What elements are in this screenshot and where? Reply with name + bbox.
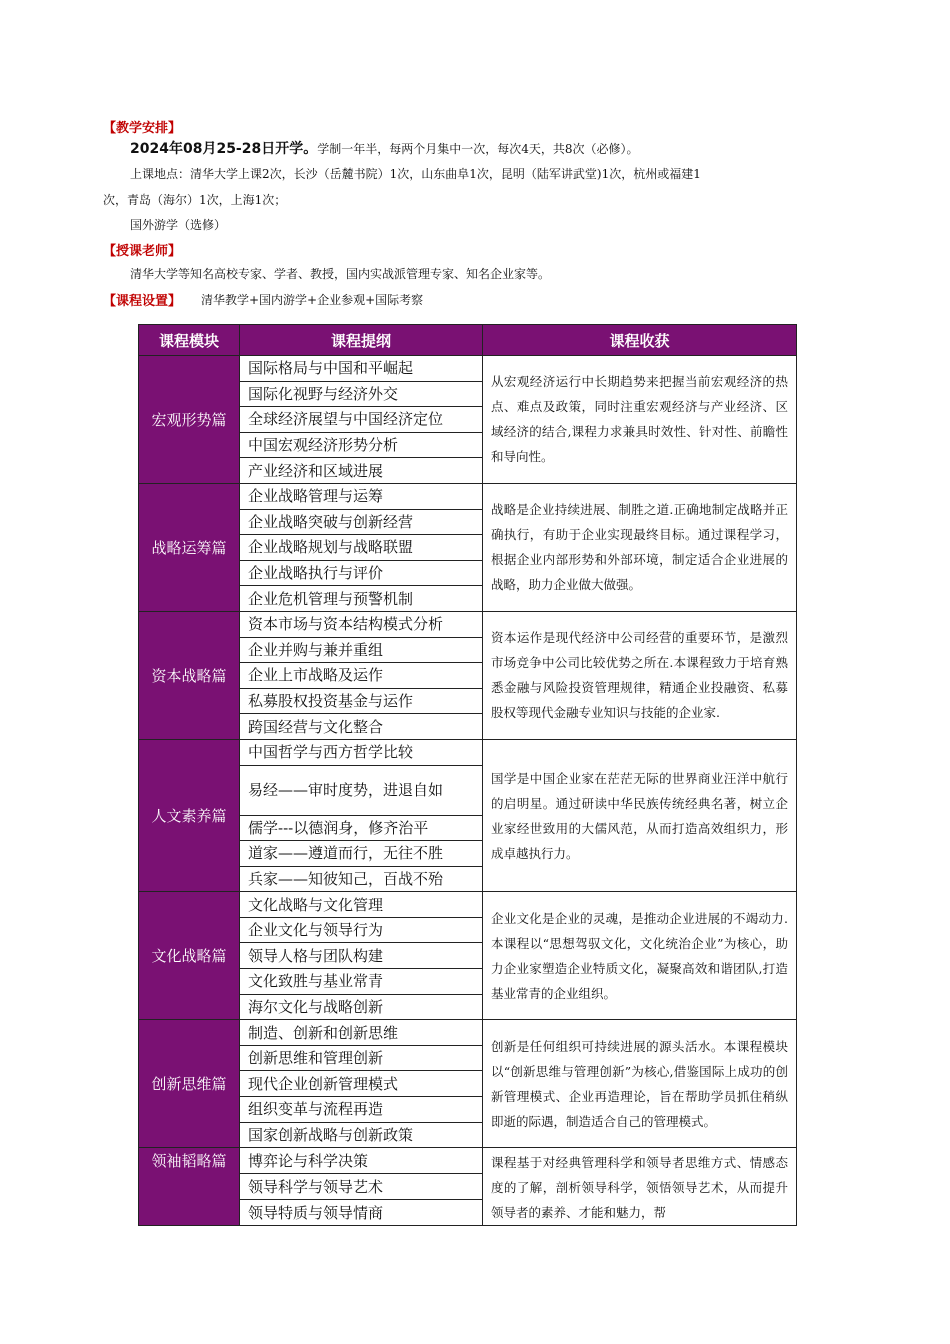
outline-item: 产业经济和区域进展 [240, 458, 483, 484]
outline-item: 企业战略突破与创新经营 [240, 509, 483, 535]
module-name: 文化战略篇 [139, 892, 240, 1020]
module-gain: 课程基于对经典管理科学和领导者思维方式、情感态度的了解，剖析领导科学，领悟领导艺术，从而提升领导者的素养、才能和魅力，帮 [483, 1148, 797, 1226]
table-row [139, 611, 797, 637]
outline-item: 易经——审时度势，进退自如 [240, 765, 483, 815]
outline-item: 海尔文化与战略创新 [240, 994, 483, 1020]
outline-item: 企业战略规划与战略联盟 [240, 535, 483, 561]
outline-item: 私募股权投资基金与运作 [240, 688, 483, 714]
module-gain: 国学是中国企业家在茫茫无际的世界商业汪洋中航行的启明星。通过研读中华民族传统经典名著，树立企业家经世致用的大儒风范，从而打造高效组织力，形成卓越执行力。 [483, 739, 797, 891]
outline-item: 儒学---以德润身，修齐治平 [240, 815, 483, 841]
outline-item: 中国哲学与西方哲学比较 [240, 739, 483, 765]
module-gain: 资本运作是现代经济中公司经营的重要环节，是激烈市场竞争中公司比较优势之所在.本课程致力于培育熟悉金融与风险投资管理规律，精通企业投融资、私募股权等现代金融专业知识与技能的企业家. [483, 611, 797, 739]
outline-item: 全球经济展望与中国经济定位 [240, 407, 483, 433]
outline-item: 领导人格与团队构建 [240, 943, 483, 969]
outline-item: 企业战略管理与运筹 [240, 483, 483, 509]
table-row [139, 739, 797, 765]
table-header-row [139, 325, 797, 356]
course-table [138, 324, 797, 1226]
outline-item: 企业文化与领导行为 [240, 917, 483, 943]
section-title-course-setup: 【课程设置】 [103, 294, 182, 309]
start-date-bold: 2024年08月25-28日开学。 [130, 141, 318, 157]
abroad-study-text: 国外游学（选修） [130, 218, 227, 232]
module-name: 创新思维篇 [139, 1020, 240, 1148]
table-row [139, 483, 797, 509]
module-gain: 战略是企业持续进展、制胜之道.正确地制定战略并正确执行，有助于企业实现最终目标。通过课程学习，根据企业内部形势和外部环境，制定适合企业进展的战略，助力企业做大做强。 [483, 483, 797, 611]
outline-item: 兵家——知彼知己，百战不殆 [240, 866, 483, 892]
table-row [139, 892, 797, 918]
module-name: 领袖韬略篇 [139, 1148, 240, 1226]
table-row [139, 356, 797, 382]
outline-item: 领导特质与领导情商 [240, 1200, 483, 1226]
outline-item: 文化致胜与基业常青 [240, 969, 483, 995]
outline-item: 企业上市战略及运作 [240, 663, 483, 689]
start-date-line [130, 140, 639, 158]
table-row [139, 1020, 797, 1046]
module-name: 战略运筹篇 [139, 483, 240, 611]
outline-item: 组织变革与流程再造 [240, 1097, 483, 1123]
outline-item: 博弈论与科学决策 [240, 1148, 483, 1174]
section-title-teaching-arrangement: 【教学安排】 [103, 121, 182, 136]
teachers-text: 清华大学等知名高校专家、学者、教授，国内实战派管理专家、知名企业家等。 [130, 267, 551, 281]
outline-item: 国际化视野与经济外交 [240, 381, 483, 407]
outline-item: 跨国经营与文化整合 [240, 714, 483, 740]
outline-item: 资本市场与资本结构模式分析 [240, 611, 483, 637]
outline-item: 文化战略与文化管理 [240, 892, 483, 918]
header-gain: 课程收获 [483, 325, 797, 356]
table-row [139, 1148, 797, 1174]
outline-item: 国际格局与中国和平崛起 [240, 356, 483, 382]
outline-item: 企业战略执行与评价 [240, 560, 483, 586]
course-setup-text: 清华教学+国内游学+企业参观+国际考察 [201, 293, 424, 307]
outline-item: 企业并购与兼并重组 [240, 637, 483, 663]
outline-item: 领导科学与领导艺术 [240, 1174, 483, 1200]
header-module: 课程模块 [139, 325, 240, 356]
module-gain: 企业文化是企业的灵魂，是推动企业进展的不竭动力.本课程以“思想驾驭文化，文化统治企业”为核心，助力企业家塑造企业特质文化，凝聚高效和谐团队,打造基业常青的企业组织。 [483, 892, 797, 1020]
section-title-teachers: 【授课老师】 [103, 244, 182, 259]
outline-item: 现代企业创新管理模式 [240, 1071, 483, 1097]
module-name: 宏观形势篇 [139, 356, 240, 484]
outline-item: 道家——遵道而行，无往不胜 [240, 841, 483, 867]
outline-item: 国家创新战略与创新政策 [240, 1122, 483, 1148]
module-gain: 创新是任何组织可持续进展的源头活水。本课程模块以“创新思维与管理创新”为核心,借鉴国际上成功的创新管理模式、企业再造理论，旨在帮助学员抓住稍纵即逝的际遇，制造适合自己的管理模式。 [483, 1020, 797, 1148]
location-line-2: 次，青岛（海尔）1次，上海1次； [103, 193, 287, 207]
outline-item: 创新思维和管理创新 [240, 1045, 483, 1071]
outline-item: 制造、创新和创新思维 [240, 1020, 483, 1046]
module-name: 资本战略篇 [139, 611, 240, 739]
location-line-1: 上课地点：清华大学上课2次，长沙（岳麓书院）1次，山东曲阜1次，昆明（陆军讲武堂)1次，杭州或福建1 [130, 167, 701, 181]
header-outline: 课程提纲 [240, 325, 483, 356]
module-name: 人文素养篇 [139, 739, 240, 891]
outline-item: 企业危机管理与预警机制 [240, 586, 483, 612]
program-duration-text: 学制一年半，每两个月集中一次，每次4天，共8次（必修）。 [317, 142, 639, 156]
module-gain: 从宏观经济运行中长期趋势来把握当前宏观经济的热点、难点及政策，同时注重宏观经济与产业经济、区域经济的结合,课程力求兼具时效性、针对性、前瞻性和导向性。 [483, 356, 797, 484]
outline-item: 中国宏观经济形势分析 [240, 432, 483, 458]
